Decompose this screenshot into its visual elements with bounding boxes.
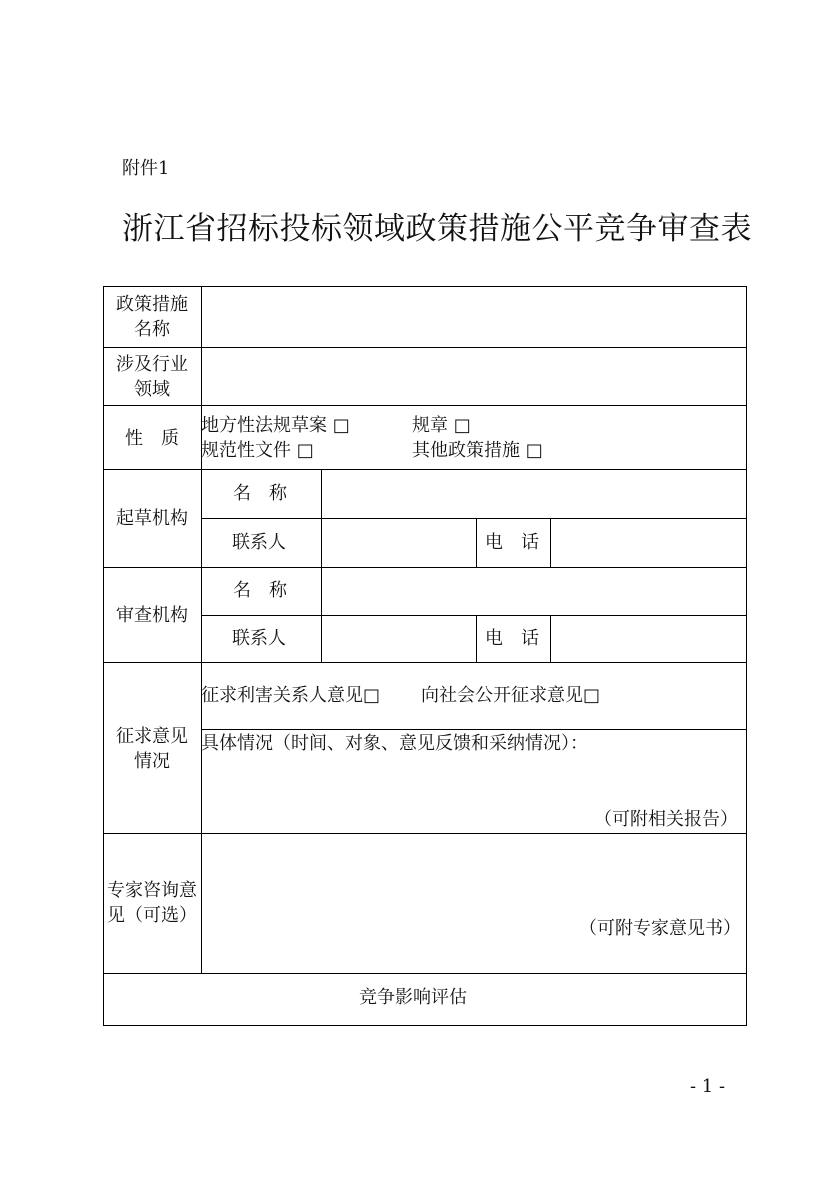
opinion-detail: 具体情况（时间、对象、意见反馈和采纳情况）： (201, 733, 588, 754)
drafting-name-label: 名 称 (233, 483, 287, 504)
competition-eval-heading: 竞争影响评估 (359, 987, 467, 1008)
expert-label: 专家咨询意见（可选） (107, 880, 197, 926)
nature-option-normative-document[interactable]: 规范性文件 □ (201, 440, 314, 461)
drafting-phone-label: 电 话 (485, 532, 539, 553)
nature-label: 性 质 (125, 428, 179, 449)
nature-option-rule[interactable]: 规章 □ (412, 415, 471, 436)
opinion-label: 征求意见情况 (116, 726, 188, 772)
expert-attach-note: （可附专家意见书） (579, 918, 741, 939)
review-phone-label: 电 话 (485, 628, 539, 649)
review-contact-label: 联系人 (232, 628, 286, 649)
policy-name-label: 政策措施名称 (116, 294, 188, 340)
review-name-label: 名 称 (233, 580, 287, 601)
review-org-label: 审查机构 (116, 605, 188, 626)
drafting-contact-label: 联系人 (232, 532, 286, 553)
drafting-org-label: 起草机构 (116, 508, 188, 529)
industry-label: 涉及行业领域 (116, 354, 188, 400)
attachment-label: 附件1 (122, 158, 170, 179)
page-number: - 1 - (690, 1076, 726, 1097)
nature-option-local-regulation[interactable]: 地方性法规草案 □ (201, 415, 350, 436)
nature-option-other-policy[interactable]: 其他政策措施 □ (412, 440, 543, 461)
opinion-attach-note: （可附相关报告） (594, 809, 738, 830)
page-title: 浙江省招标投标领域政策措施公平竞争审查表 (122, 211, 752, 247)
opinion-option-stakeholders[interactable]: 征求利害关系人意见□ (201, 685, 381, 706)
opinion-option-public[interactable]: 向社会公开征求意见□ (421, 685, 601, 706)
